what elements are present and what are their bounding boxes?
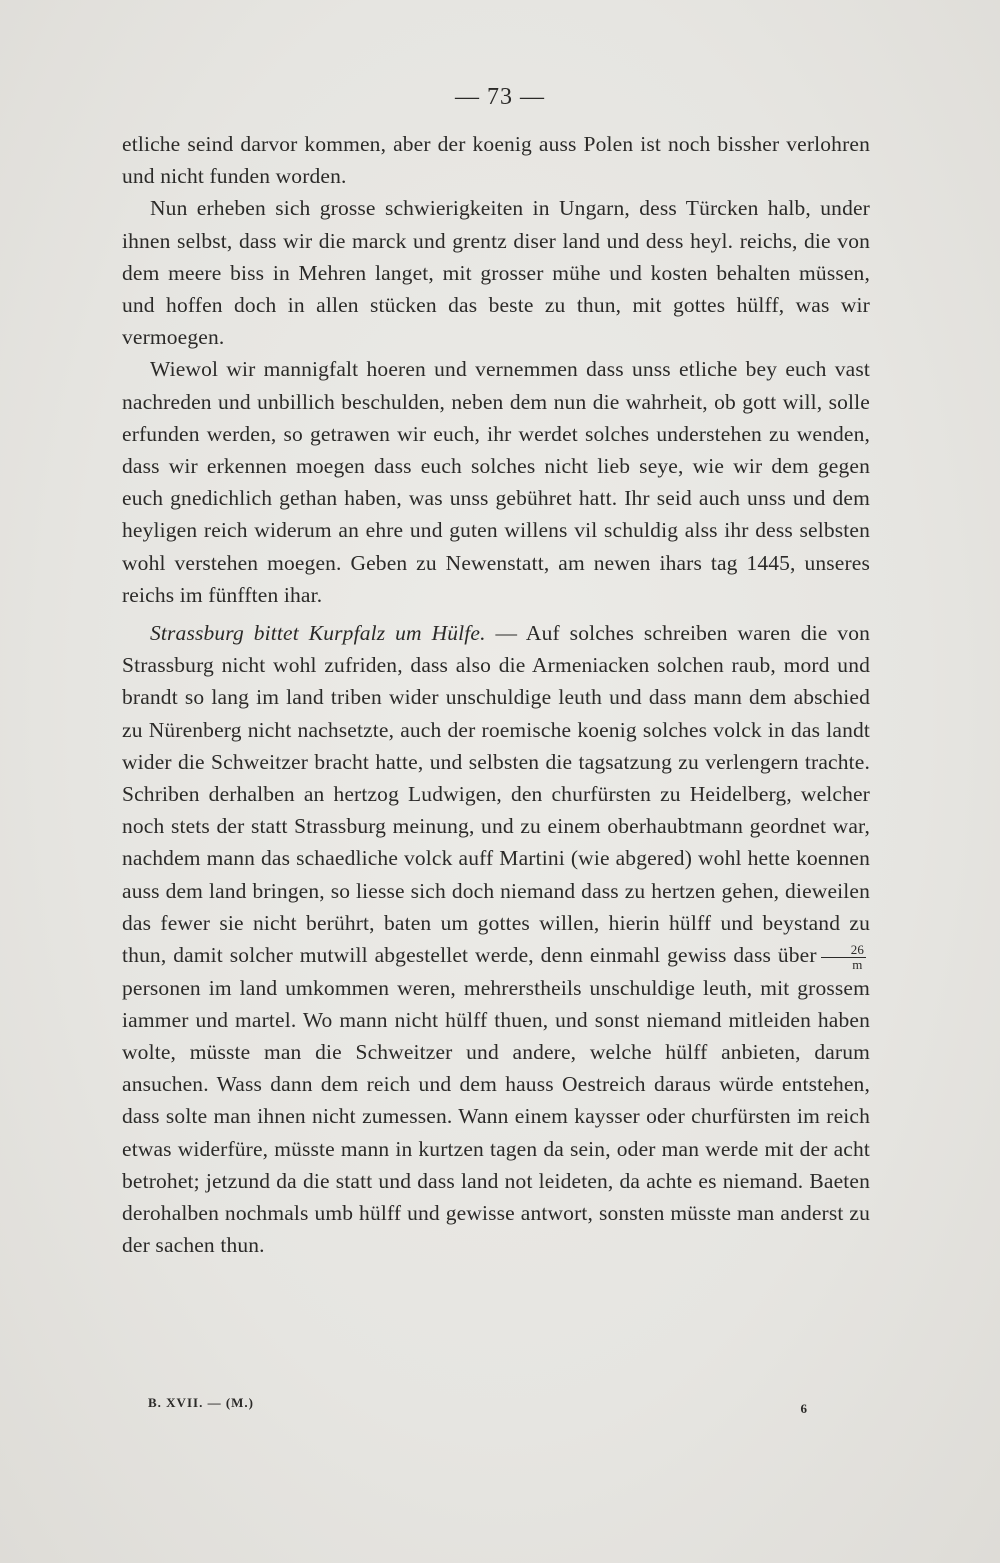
paragraph-wiewol: Wiewol wir mannigfalt hoeren und vernemmen dass unss etliche bey euch vast nachreden und unbillich beschulden, neben dem nun die wahrheit, ob gott will, solle erfunden werden, so getrawen wir euch, ihr werdet solches understehen zu wenden, dass wir erkennen moegen dass euch solches nicht lieb seye, wie wir dem gegen euch gnedichlich gethan haben, was unss gebühret hatt. Ihr seid auch unss und dem heyligen reich widerum an ehre und guten willens vil schuldig alss ihr dess selbsten wohl verstehen moegen. Geben zu Newenstatt, am newen ihars tag 1445, unseres reichs im fünfften ihar. (122, 357, 870, 607)
body-text (122, 128, 870, 1261)
section-text-before-fraction: — Auf solches schreiben waren die von Strassburg nicht wohl zufriden, dass also die Armeniacken solchen raub, mord und brandt so lang im land triben wider unschuldige leuth und dass mann dem abschied zu Nürenberg nicht nachsetzte, auch der roemische koenig solches volck in das landt wider die Schweitzer bracht hatte, und selbsten die tagsatzung zu verlengern trachte. Schriben derhalben an hertzog Ludwigen, den churfürsten zu Heidelberg, welcher noch stets der statt Strassburg meinung, und zu einem oberhaubtmann geordnet war, nachdem mann das schaedliche volck auff Martini (wie abgered) wohl hette koennen auss dem land bringen, so liesse sich doch niemand dass zu hertzen gehen, dieweilen das fewer sie nicht berührt, baten um gottes willen, hierin hülff und beystand zu thun, damit solcher mutwill abgestellet werde, denn einmahl gewiss dass über (122, 621, 871, 968)
section-text-after-fraction: personen im land umkommen weren, mehrerstheils unschuldige leuth, mit grossem iammer und martel. Wo mann nicht hülff thuen, und sonst niemand mitleiden haben wolte, müsste man die Schweitzer und andere, welche hülff anbieten, darum ansuchen. Wass dann dem reich und dem hauss Oestreich daraus würde entstehen, dass solte man ihnen nicht zumessen. Wann einem kaysser oder churfürsten im reich etwas widerfüre, müsste mann in kurtzen tagen da sein, oder man werde mit der acht betrohet; jetzund da die statt und dass land not leideten, da achte es niemand. Baeten derohalben nochmals umb hülff und gewisse antwort, sonsten müsste man anderst zu der sachen thun. (122, 975, 870, 1258)
paragraph-ungarn: Nun erheben sich grosse schwierigkeiten in Ungarn, dess Türcken halb, under ihnen selbst, dass wir die marck und grentz diser land und dess heyl. reichs, die von dem meere biss in Mehren langet, mit grosser mühe und kosten behalten müssen, und hoffen doch in allen stücken das beste zu thun, mit gottes hülff, was wir vermoegen. (122, 196, 870, 350)
fraction-denominator: m (852, 956, 863, 972)
fraction (821, 943, 866, 972)
signature-mark-right: 6 (800, 1401, 808, 1416)
page-number: — 73 — (455, 84, 545, 110)
fraction-numerator: 26 (821, 943, 866, 958)
paragraph-continuation: etliche seind darvor kommen, aber der koenig auss Polen ist noch bissher verlohren und nicht funden worden. (122, 132, 870, 189)
paragraph-strassburg (122, 617, 870, 1261)
section-heading: Strassburg bittet Kurpfalz um Hülfe. (150, 621, 486, 646)
signature-mark-left: B. XVII. — (M.) (148, 1395, 254, 1410)
